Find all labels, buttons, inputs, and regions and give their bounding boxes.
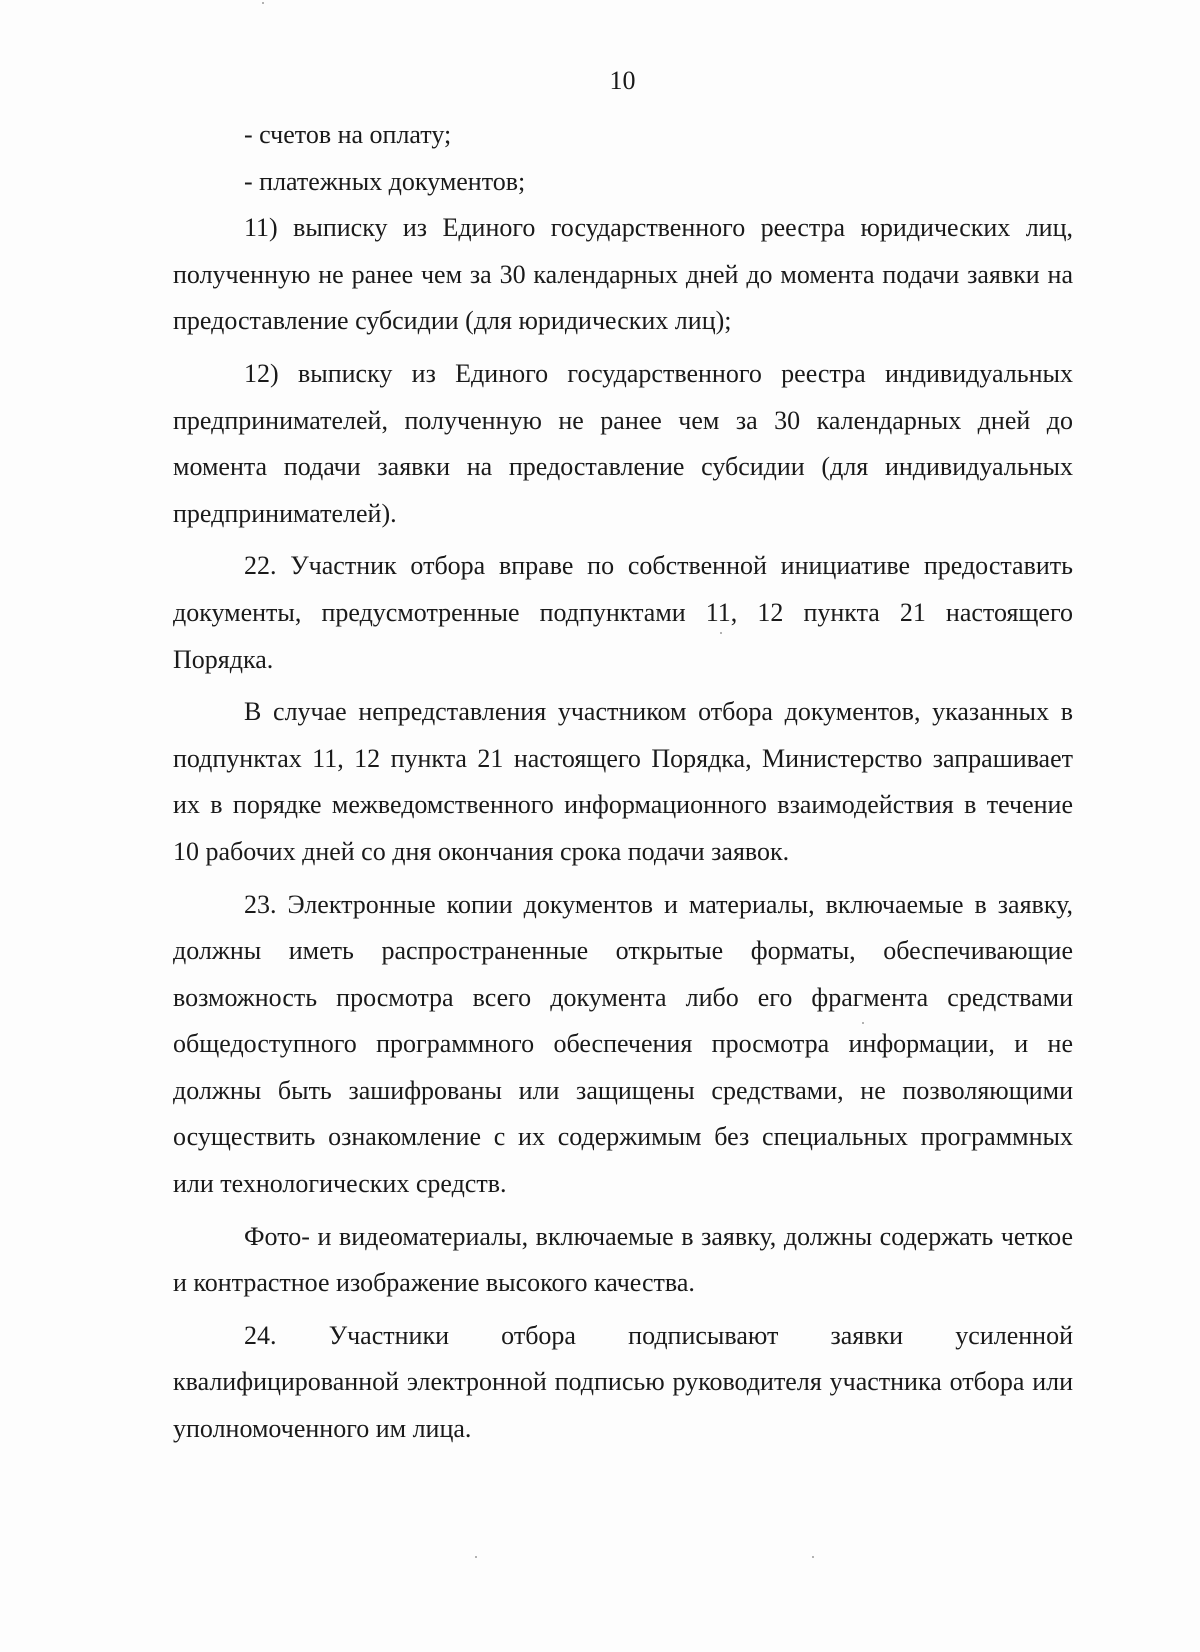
- paragraph-clause-22-continued: В случае непредставления участником отбора документов, указанных в подпунктах 11, 12 пункта 21 настоящего Порядка, Министерство запрашивает их в порядке межведомственного информационного взаимодействия в течение 10 рабочих дней со дня окончания срока подачи заявок.: [173, 697, 1073, 866]
- paragraph-payment-documents: - платежных документов;: [244, 166, 526, 196]
- scan-speck: [262, 2, 264, 4]
- scan-speck: [862, 1022, 864, 1024]
- paragraph-clause-24: 24. Участники отбора подписывают заявки усиленной квалифицированной электронной подписью руководителя участника отбора или уполномоченного им лица.: [173, 1320, 1073, 1444]
- paragraph-item-12: 12) выписку из Единого государственного реестра индивидуальных предпринимателей, полученную не ранее чем за 30 календарных дней до момента подачи заявки на предоставление субсидии (для индивидуальных предпринимателей).: [173, 358, 1073, 528]
- scan-speck: [475, 1556, 477, 1558]
- scan-speck: [720, 632, 722, 634]
- paragraph-clause-22: 22. Участник отбора вправе по собственной инициативе предоставить документы, предусмотренные подпунктами 11, 12 пункта 21 настоящего Порядка.: [173, 551, 1073, 674]
- paragraph-invoices: - счетов на оплату;: [244, 120, 452, 149]
- scan-speck: [812, 1556, 814, 1558]
- paragraph-clause-23: 23. Электронные копии документов и материалы, включаемые в заявку, должны иметь распространенные открытые форматы, обеспечивающие возможность просмотра всего документа либо его фрагмента средствами общедоступного программного обеспечения просмотра информации, и не должны быть зашифрованы или защищены средствами, не позволяющими осуществить ознакомление с их содержимым без специальных программных или технологических средств.: [173, 889, 1073, 1199]
- page-number: 10: [609, 66, 636, 95]
- paragraph-item-11: 11) выписку из Единого государственного реестра юридических лиц, полученную не ранее чем за 30 календарных дней до момента подачи заявки на предоставление субсидии (для юридических лиц);: [173, 213, 1073, 336]
- paragraph-clause-23-media: Фото- и видеоматериалы, включаемые в заявку, должны содержать четкое и контрастное изображение высокого качества.: [173, 1221, 1073, 1298]
- document-body: [173, 112, 1073, 1453]
